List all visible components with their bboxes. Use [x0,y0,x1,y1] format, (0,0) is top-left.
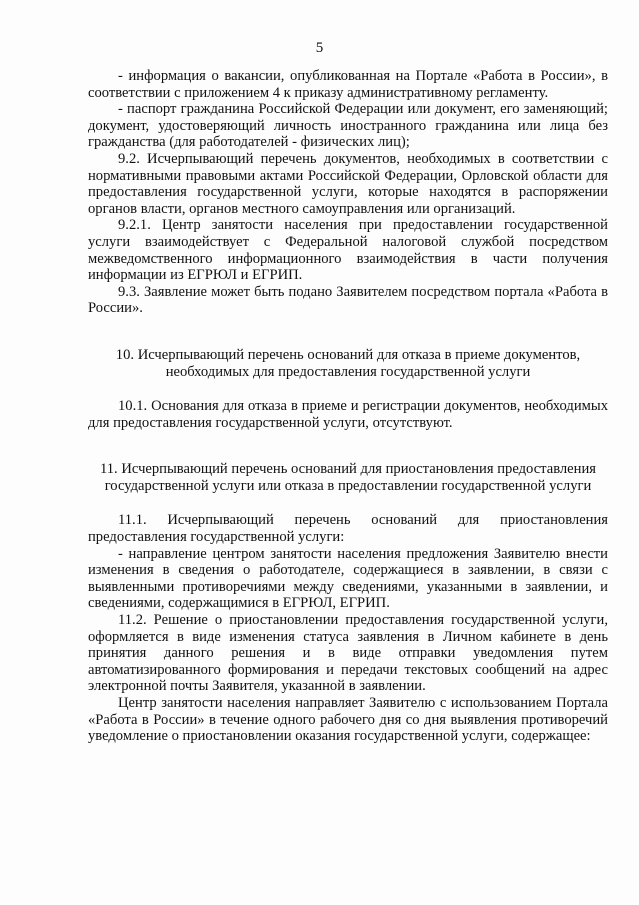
section-10-heading: 10. Исчерпывающий перечень оснований для отказа в приеме документов, необходимых для предоставления государственной услуги [115,346,581,380]
spacer [88,317,608,347]
paragraph-10-1: 10.1. Основания для отказа в приеме и регистрации документов, необходимых для предоставления государственной услуги, отсутствуют. [88,398,608,431]
spacer [88,431,608,461]
document-body [88,68,608,745]
paragraph-11-1: 11.1. Исчерпывающий перечень оснований для приостановления предоставления государственной услуги: [88,512,608,546]
paragraph-vacancy-info: - информация о вакансии, опубликованная на Портале «Работа в России», в соответствии с приложением 4 к приказу административному регламенту. [88,68,608,101]
spacer [88,380,608,398]
paragraph-notice: Центр занятости населения направляет Заявителю с использованием Портала «Работа в России» в течение одного рабочего дня со дня выявления противоречий уведомление о приостановлении оказания государственной услуги, содержащее: [88,695,608,745]
spacer [88,494,608,512]
paragraph-11-2: 11.2. Решение о приостановлении предоставления государственной услуги, оформляется в виде изменения статуса заявления в Личном кабинете в день принятия данного решения и в виде отправки уведомления путем автоматизированного формирования и передачи текстовых сообщений на адрес электронной почты Заявителя, указанной в заявлении. [88,612,608,695]
section-11-heading: 11. Исчерпывающий перечень оснований для приостановления предоставления государственной услуги или отказа в предоставлении государственной услуги [100,461,596,494]
paragraph-9-3: 9.3. Заявление может быть подано Заявителем посредством портала «Работа в России». [88,283,608,317]
paragraph-11-1-item: - направление центром занятости населения предложения Заявителю внести изменения в сведения о работодателе, содержащиеся в заявлении, в связи с выявленными противоречиями между сведениями, указанными в заявлении, и сведениями, содержащимися в ЕГРЮЛ, ЕГРИП. [88,545,608,612]
page-number: 5 [315,40,324,56]
paragraph-9-2: 9.2. Исчерпывающий перечень документов, необходимых в соответствии с нормативными правовыми актами Российской Федерации, Орловской области для предоставления государственной услуги, которые находятся в распоряжении органов власти, органов местного самоуправления или организаций. [88,150,608,217]
paragraph-9-2-1: 9.2.1. Центр занятости населения при предоставлении государственной услуги взаимодействует с Федеральной налоговой службой посредством межведомственного информационного взаимодействия в части получения информации из ЕГРЮЛ и ЕГРИП. [88,217,608,284]
paragraph-passport: - паспорт гражданина Российской Федерации или документ, его заменяющий; документ, удостоверяющий личность иностранного гражданина или лица без гражданства (для работодателей - физических лиц); [88,101,608,151]
